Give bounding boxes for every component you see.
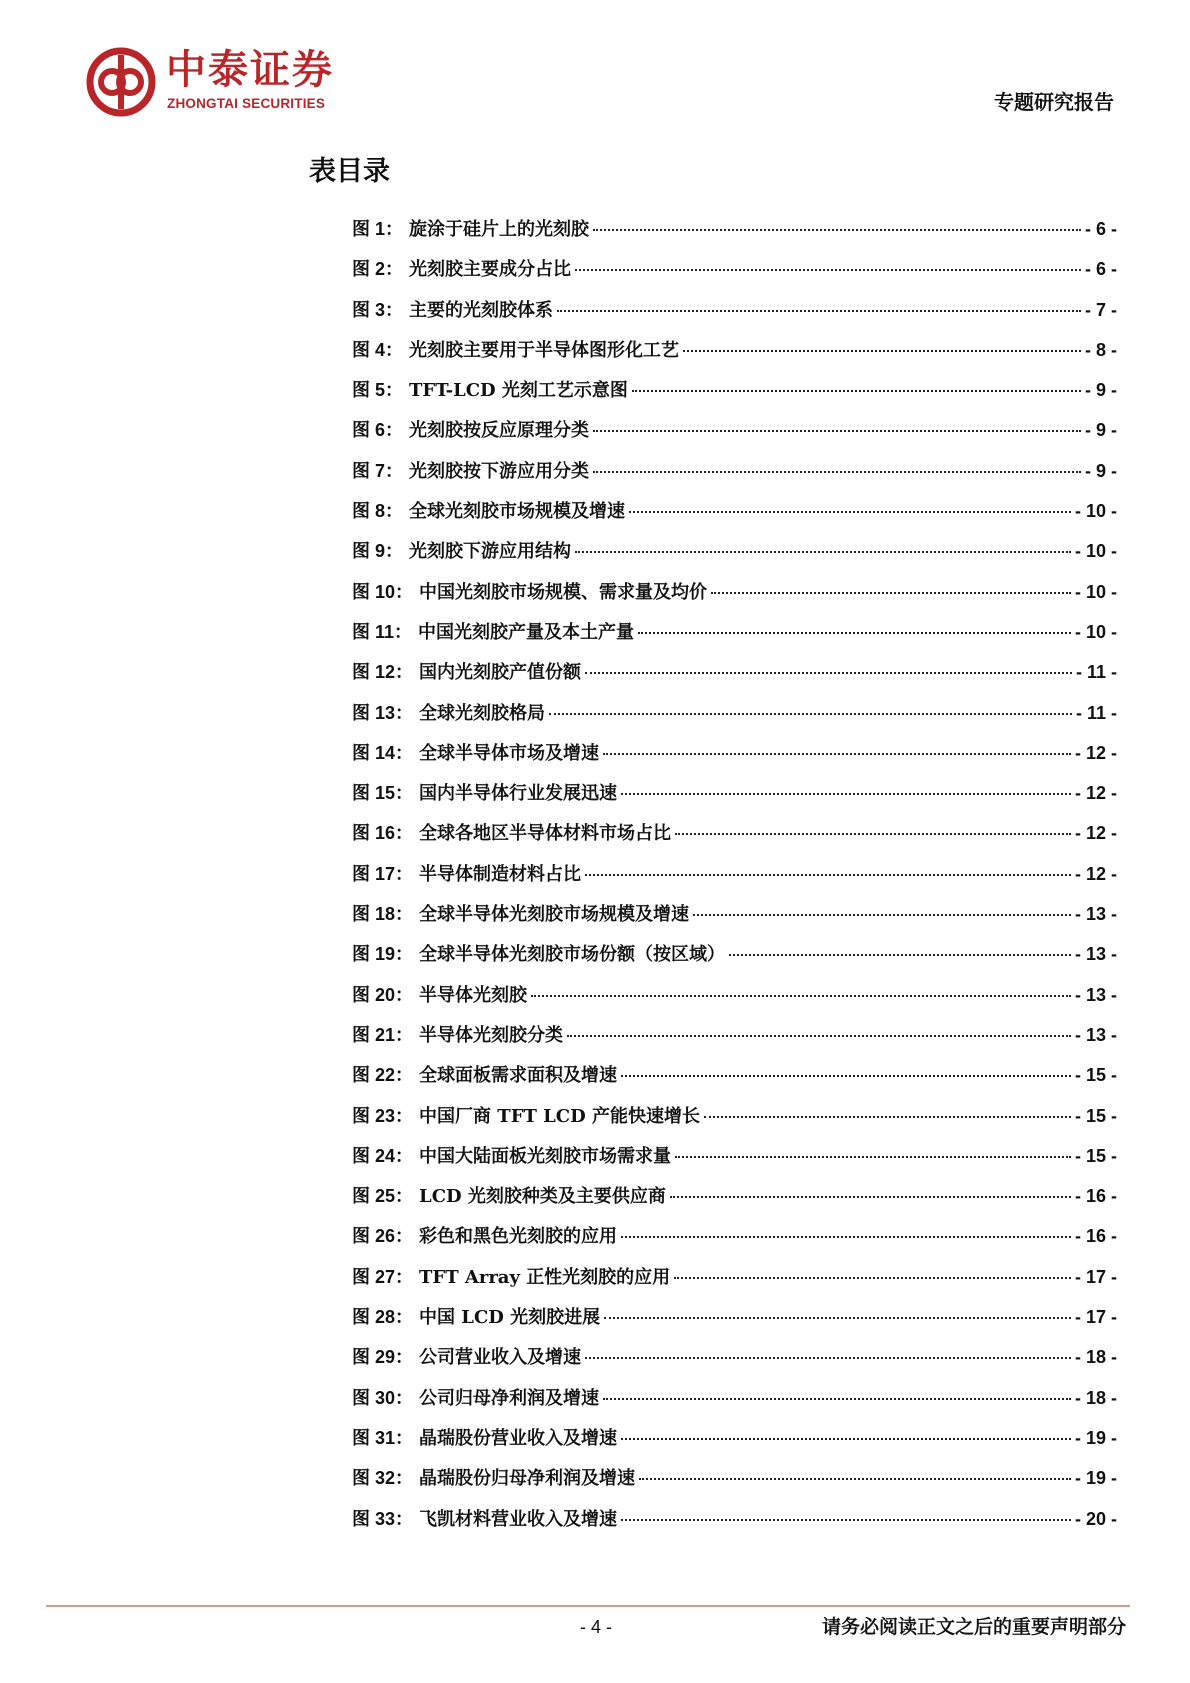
figure-title: LCD 光刻胶种类及主要供应商 (419, 1186, 666, 1208)
page-ref: - 15 - (1074, 1145, 1117, 1166)
page-ref: - 12 - (1074, 783, 1117, 804)
figure-number: 图 15： (352, 783, 414, 804)
page-ref: - 7 - (1084, 299, 1117, 320)
page-ref: - 13 - (1074, 904, 1117, 925)
dot-leader (621, 1236, 1071, 1238)
page-ref: - 19 - (1074, 1427, 1117, 1448)
dot-leader (638, 632, 1071, 634)
page-ref: - 11 - (1075, 662, 1117, 683)
figure-title: 半导体光刻胶分类 (419, 1024, 564, 1046)
figure-number: 图 16： (352, 823, 414, 844)
figure-title: 公司归母净利润及增速 (419, 1387, 600, 1409)
dot-leader (621, 793, 1071, 795)
page-ref: - 13 - (1074, 1024, 1117, 1045)
footer-disclaimer: 请务必阅读正文之后的重要声明部分 (821, 1616, 1126, 1638)
dot-leader (585, 874, 1071, 876)
dot-leader (629, 511, 1071, 513)
figure-title: 光刻胶按反应原理分类 (409, 420, 590, 442)
page-ref: - 9 - (1084, 460, 1117, 481)
toc-entry[interactable] (352, 1424, 1117, 1464)
page-ref: - 10 - (1074, 581, 1117, 602)
dot-leader (683, 350, 1081, 352)
toc-entry[interactable] (352, 1061, 1117, 1101)
figure-title: 半导体制造材料占比 (419, 863, 582, 885)
dot-leader (593, 229, 1081, 231)
toc-entry[interactable] (352, 416, 1117, 456)
figure-title: 半导体光刻胶 (419, 984, 528, 1006)
toc-entry[interactable] (352, 860, 1117, 900)
dot-leader (603, 1398, 1071, 1400)
dot-leader (603, 753, 1071, 755)
dot-leader (575, 269, 1081, 271)
figure-title: 晶瑞股份营业收入及增速 (419, 1427, 618, 1449)
figure-title: 光刻胶主要成分占比 (409, 259, 572, 281)
dot-leader (693, 914, 1071, 916)
page-ref: - 16 - (1074, 1226, 1117, 1247)
figure-title: 全球光刻胶格局 (419, 702, 546, 724)
toc-entry[interactable] (352, 457, 1117, 497)
footer-divider (46, 1605, 1130, 1607)
toc-entry[interactable] (352, 1102, 1117, 1142)
page-ref: - 12 - (1074, 863, 1117, 884)
page-ref: - 17 - (1074, 1307, 1117, 1328)
dot-leader (670, 1196, 1071, 1198)
page-ref: - 18 - (1074, 1387, 1117, 1408)
toc-entry[interactable] (352, 1464, 1117, 1504)
figure-title: 彩色和黑色光刻胶的应用 (419, 1226, 618, 1248)
dot-leader (567, 1035, 1071, 1037)
figure-number: 图 29： (352, 1347, 414, 1368)
toc-entry[interactable] (352, 255, 1117, 295)
dot-leader (621, 1075, 1071, 1077)
toc-entry[interactable] (352, 1021, 1117, 1061)
figure-title: 公司营业收入及增速 (419, 1347, 582, 1369)
figure-title: 光刻胶按下游应用分类 (409, 460, 590, 482)
page-ref: - 6 - (1084, 259, 1117, 280)
figure-number: 图 17： (352, 863, 414, 884)
toc-entry[interactable] (352, 215, 1117, 255)
figure-title: TFT Array 正性光刻胶的应用 (419, 1266, 671, 1288)
page-ref: - 10 - (1074, 621, 1117, 642)
page-ref: - 17 - (1074, 1266, 1117, 1287)
dot-leader (621, 1519, 1071, 1521)
toc-entry[interactable] (352, 1303, 1117, 1343)
figure-number: 图 33： (352, 1508, 414, 1529)
zhongtai-logo (86, 47, 156, 117)
figure-number: 图 2： (352, 259, 404, 280)
dot-leader (585, 672, 1072, 674)
dot-leader (639, 1478, 1071, 1480)
toc-entry[interactable] (352, 1343, 1117, 1383)
figure-number: 图 30： (352, 1387, 414, 1408)
dot-leader (575, 551, 1071, 553)
page-ref: - 9 - (1084, 420, 1117, 441)
figure-title: 全球光刻胶市场规模及增速 (409, 501, 626, 523)
toc-title: 表目录 (309, 156, 390, 187)
figure-number: 图 7： (352, 460, 404, 481)
dot-leader (621, 1438, 1071, 1440)
table-of-figures (352, 215, 1117, 1545)
figure-title: 晶瑞股份归母净利润及增速 (419, 1468, 636, 1490)
figure-title: 中国 LCD 光刻胶进展 (419, 1307, 601, 1329)
toc-entry[interactable] (352, 1505, 1117, 1545)
figure-number: 图 25： (352, 1186, 414, 1207)
figure-number: 图 21： (352, 1024, 414, 1045)
figure-number: 图 28： (352, 1307, 414, 1328)
page-ref: - 8 - (1084, 339, 1117, 360)
page-ref: - 10 - (1074, 501, 1117, 522)
dot-leader (531, 995, 1071, 997)
page-ref: - 19 - (1074, 1468, 1117, 1489)
toc-entry[interactable] (352, 779, 1117, 819)
dot-leader (675, 1156, 1071, 1158)
page-ref: - 6 - (1084, 219, 1117, 239)
dot-leader (632, 390, 1081, 392)
toc-entry[interactable] (352, 497, 1117, 537)
dot-leader (704, 1116, 1071, 1118)
figure-number: 图 9： (352, 541, 404, 562)
toc-entry[interactable] (352, 376, 1117, 416)
toc-entry[interactable] (352, 819, 1117, 859)
figure-number: 图 31： (352, 1427, 414, 1448)
figure-title: 光刻胶主要用于半导体图形化工艺 (409, 339, 680, 361)
figure-title: 光刻胶下游应用结构 (409, 541, 572, 563)
figure-number: 图 1： (352, 219, 404, 239)
dot-leader (557, 310, 1081, 312)
figure-number: 图 27： (352, 1266, 414, 1287)
toc-entry[interactable] (352, 1142, 1117, 1182)
toc-entry[interactable] (352, 699, 1117, 739)
figure-title: 全球半导体光刻胶市场规模及增速 (419, 904, 690, 926)
dot-leader (549, 713, 1072, 715)
figure-title: 主要的光刻胶体系 (409, 299, 554, 321)
toc-entry[interactable] (352, 578, 1117, 618)
toc-entry[interactable] (352, 336, 1117, 376)
figure-title: 国内半导体行业发展迅速 (419, 783, 618, 805)
page-ref: - 12 - (1074, 742, 1117, 763)
figure-title: 旋涂于硅片上的光刻胶 (409, 219, 590, 240)
brand-name-en: ZHONGTAI SECURITIES (167, 96, 326, 111)
page-ref: - 10 - (1074, 541, 1117, 562)
figure-title: 中国大陆面板光刻胶市场需求量 (419, 1145, 672, 1167)
dot-leader (593, 430, 1081, 432)
figure-number: 图 11： (352, 621, 413, 642)
dot-leader (604, 1317, 1071, 1319)
figure-title: TFT-LCD 光刻工艺示意图 (409, 380, 628, 402)
page-ref: - 11 - (1075, 702, 1117, 723)
figure-number: 图 23： (352, 1105, 414, 1126)
figure-title: 中国厂商 TFT LCD 产能快速增长 (419, 1105, 700, 1127)
dot-leader (711, 592, 1071, 594)
page-ref: - 20 - (1074, 1508, 1117, 1529)
figure-title: 全球面板需求面积及增速 (419, 1065, 618, 1087)
dot-leader (729, 954, 1071, 956)
toc-entry[interactable] (352, 1263, 1117, 1303)
page-ref: - 9 - (1084, 380, 1117, 401)
dot-leader (593, 471, 1081, 473)
figure-number: 图 24： (352, 1145, 414, 1166)
figure-number: 图 4： (352, 339, 404, 360)
figure-title: 全球半导体市场及增速 (419, 742, 600, 764)
toc-entry[interactable] (352, 537, 1117, 577)
toc-entry[interactable] (352, 618, 1117, 658)
figure-number: 图 12： (352, 662, 414, 683)
page-ref: - 13 - (1074, 944, 1117, 965)
brand-name-cn: 中泰证券 (166, 47, 334, 93)
figure-number: 图 3： (352, 299, 404, 320)
figure-number: 图 18： (352, 904, 414, 925)
figure-number: 图 5： (352, 380, 404, 401)
toc-entry[interactable] (352, 1384, 1117, 1424)
figure-number: 图 6： (352, 420, 404, 441)
dot-leader (675, 833, 1071, 835)
page-ref: - 15 - (1074, 1105, 1117, 1126)
figure-title: 中国光刻胶产量及本土产量 (418, 621, 635, 643)
toc-entry[interactable] (352, 1182, 1117, 1222)
figure-number: 图 32： (352, 1468, 414, 1489)
page-number: - 4 - (580, 1617, 613, 1637)
figure-title: 全球半导体光刻胶市场份额（按区域） (419, 944, 726, 966)
page-ref: - 12 - (1074, 823, 1117, 844)
figure-number: 图 26： (352, 1226, 414, 1247)
toc-entry[interactable] (352, 296, 1117, 336)
figure-title: 全球各地区半导体材料市场占比 (419, 823, 672, 845)
figure-title: 国内光刻胶产值份额 (419, 662, 582, 684)
page-ref: - 13 - (1074, 984, 1117, 1005)
toc-entry[interactable] (352, 940, 1117, 980)
toc-entry[interactable] (352, 1222, 1117, 1262)
toc-entry[interactable] (352, 981, 1117, 1021)
page-ref: - 15 - (1074, 1065, 1117, 1086)
figure-number: 图 20： (352, 984, 414, 1005)
dot-leader (585, 1357, 1071, 1359)
figure-number: 图 14： (352, 742, 414, 763)
report-type: 专题研究报告 (994, 90, 1114, 114)
toc-entry[interactable] (352, 900, 1117, 940)
toc-entry[interactable] (352, 658, 1117, 698)
figure-number: 图 8： (352, 501, 404, 522)
page-ref: - 16 - (1074, 1186, 1117, 1207)
figure-number: 图 13： (352, 702, 414, 723)
toc-entry[interactable] (352, 739, 1117, 779)
figure-number: 图 10： (352, 581, 414, 602)
figure-number: 图 19： (352, 944, 414, 965)
figure-title: 飞凯材料营业收入及增速 (419, 1508, 618, 1530)
page-ref: - 18 - (1074, 1347, 1117, 1368)
figure-number: 图 22： (352, 1065, 414, 1086)
dot-leader (674, 1277, 1071, 1279)
figure-title: 中国光刻胶市场规模、需求量及均价 (419, 581, 708, 603)
